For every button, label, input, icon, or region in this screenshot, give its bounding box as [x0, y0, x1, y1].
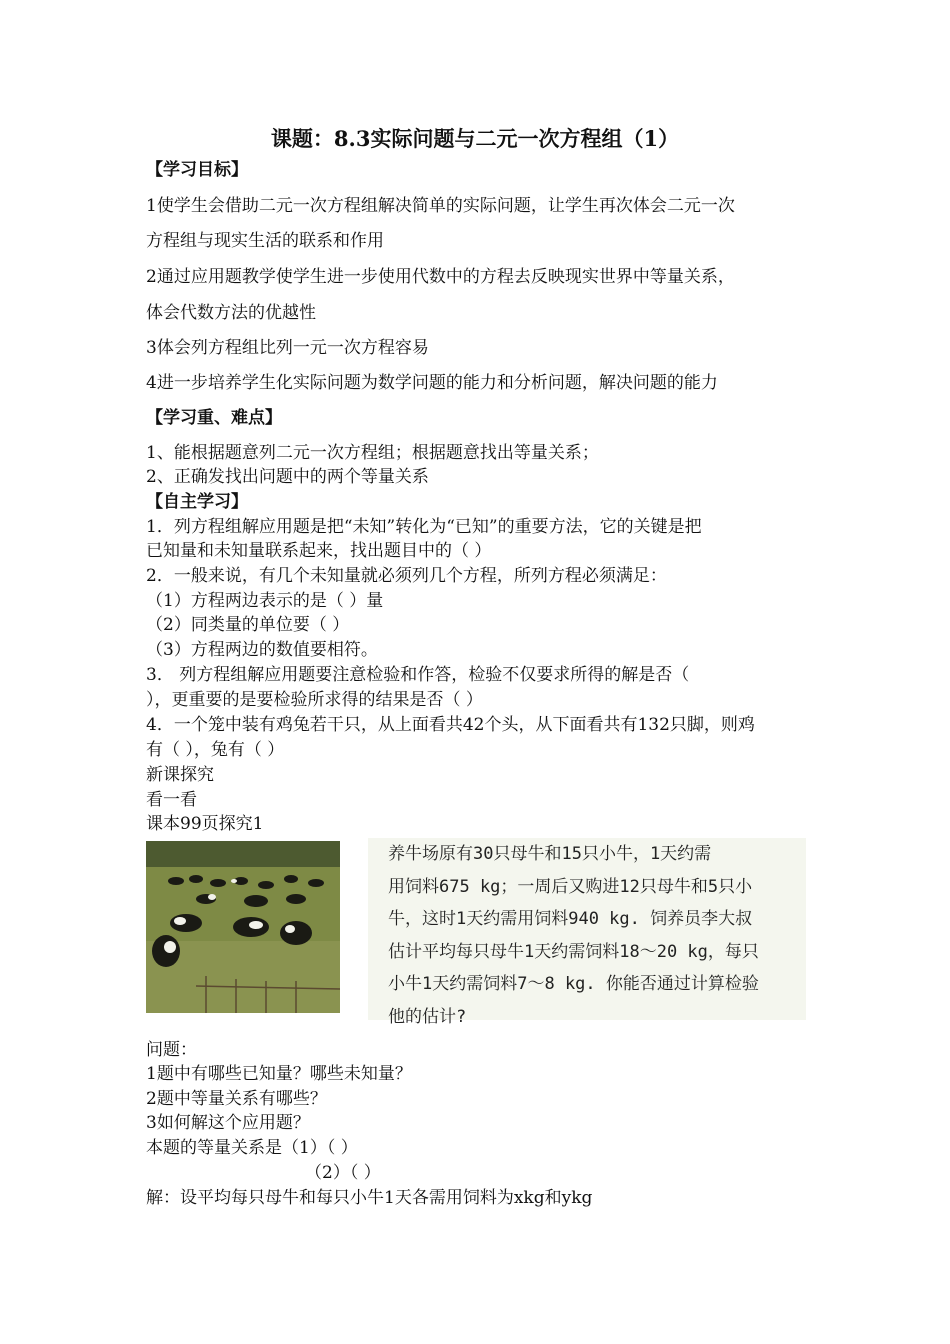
- goal-line: 2通过应用题教学使学生进一步使用代数中的方程去反映现实世界中等量关系，: [146, 267, 735, 287]
- problem-line: 小牛1天约需饲料7～8 kg. 你能否通过计算检验: [388, 974, 759, 994]
- heading-key-points: 【学习重、难点】: [146, 408, 282, 428]
- goal-line: 3体会列方程组比列一元一次方程容易: [146, 338, 429, 358]
- textbook-figure: [146, 838, 806, 1027]
- goal-line: 1使学生会借助二元一次方程组解决简单的实际问题，让学生再次体会二元一次: [146, 196, 735, 216]
- equal-relation-line-2: （2）（ ）: [305, 1163, 381, 1183]
- self-study-line: 2．一般来说，有几个未知量就必须列几个方程，所列方程必须满足：: [146, 566, 667, 586]
- self-study-line: ），更重要的是要检验所求得的结果是否（ ）: [146, 690, 483, 710]
- questions-heading: 问题：: [146, 1040, 197, 1060]
- problem-line: 估计平均每只母牛1天约需饲料18～20 kg，每只: [388, 941, 759, 962]
- self-study-line: （1）方程两边表示的是（ ）量: [146, 591, 384, 611]
- solution-line: 解：设平均每只母牛和每只小牛1天各需用饲料为xkg和ykg: [146, 1188, 593, 1208]
- self-study-line: 课本99页探究1: [146, 814, 264, 834]
- problem-line: 他的估计?: [388, 1006, 467, 1027]
- heading-learning-goals: 【学习目标】: [146, 160, 248, 180]
- self-study-line: （2）同类量的单位要（ ）: [146, 615, 350, 635]
- goal-line: 体会代数方法的优越性: [146, 303, 316, 323]
- self-study-line: 已知量和未知量联系起来，找出题目中的（ ）: [146, 541, 492, 561]
- question-line: 2题中等量关系有哪些？: [146, 1089, 327, 1109]
- self-study-line: （3）方程两边的数值要相符。: [146, 640, 378, 660]
- self-study-line: 1．列方程组解应用题是把“未知”转化为“已知”的重要方法，它的关键是把: [146, 517, 702, 537]
- self-study-line: 4．一个笼中装有鸡兔若干只，从上面看共42个头，从下面看共有132只脚，则鸡: [146, 715, 755, 735]
- problem-line: 养牛场原有30只母牛和15只小牛，1天约需: [388, 844, 712, 864]
- self-study-line: 新课探究: [146, 765, 214, 785]
- key-point-line: 1、能根据题意列二元一次方程组；根据题意找出等量关系；: [146, 443, 599, 463]
- goal-line: 方程组与现实生活的联系和作用: [146, 231, 384, 251]
- cattle-pasture-image: [146, 841, 340, 1013]
- problem-line: 用饲料675 kg；一周后又购进12只母牛和5只小: [388, 876, 753, 897]
- problem-line: 牛，这时1天约需用饲料940 kg. 饲养员李大叔: [388, 909, 753, 929]
- self-study-line: 看一看: [146, 790, 197, 810]
- question-line: 1题中有哪些已知量？哪些未知量？: [146, 1064, 412, 1084]
- cattle-photo: [146, 841, 340, 1013]
- goal-line: 4进一步培养学生化实际问题为数学问题的能力和分析问题，解决问题的能力: [146, 373, 718, 393]
- key-point-line: 2、正确发找出问题中的两个等量关系: [146, 467, 429, 487]
- self-study-line: 3． 列方程组解应用题要注意检验和作答，检验不仅要求所得的解是否（: [146, 665, 690, 685]
- heading-self-study: 【自主学习】: [146, 492, 248, 512]
- problem-text-box: [368, 838, 806, 1027]
- self-study-line: 有（ ），兔有（ ）: [146, 740, 285, 760]
- page-title: 课题：8.3实际问题与二元一次方程组（1）: [270, 126, 680, 151]
- question-line: 3如何解这个应用题？: [146, 1113, 310, 1133]
- equal-relation-line-1: 本题的等量关系是（1）（ ）: [146, 1138, 358, 1158]
